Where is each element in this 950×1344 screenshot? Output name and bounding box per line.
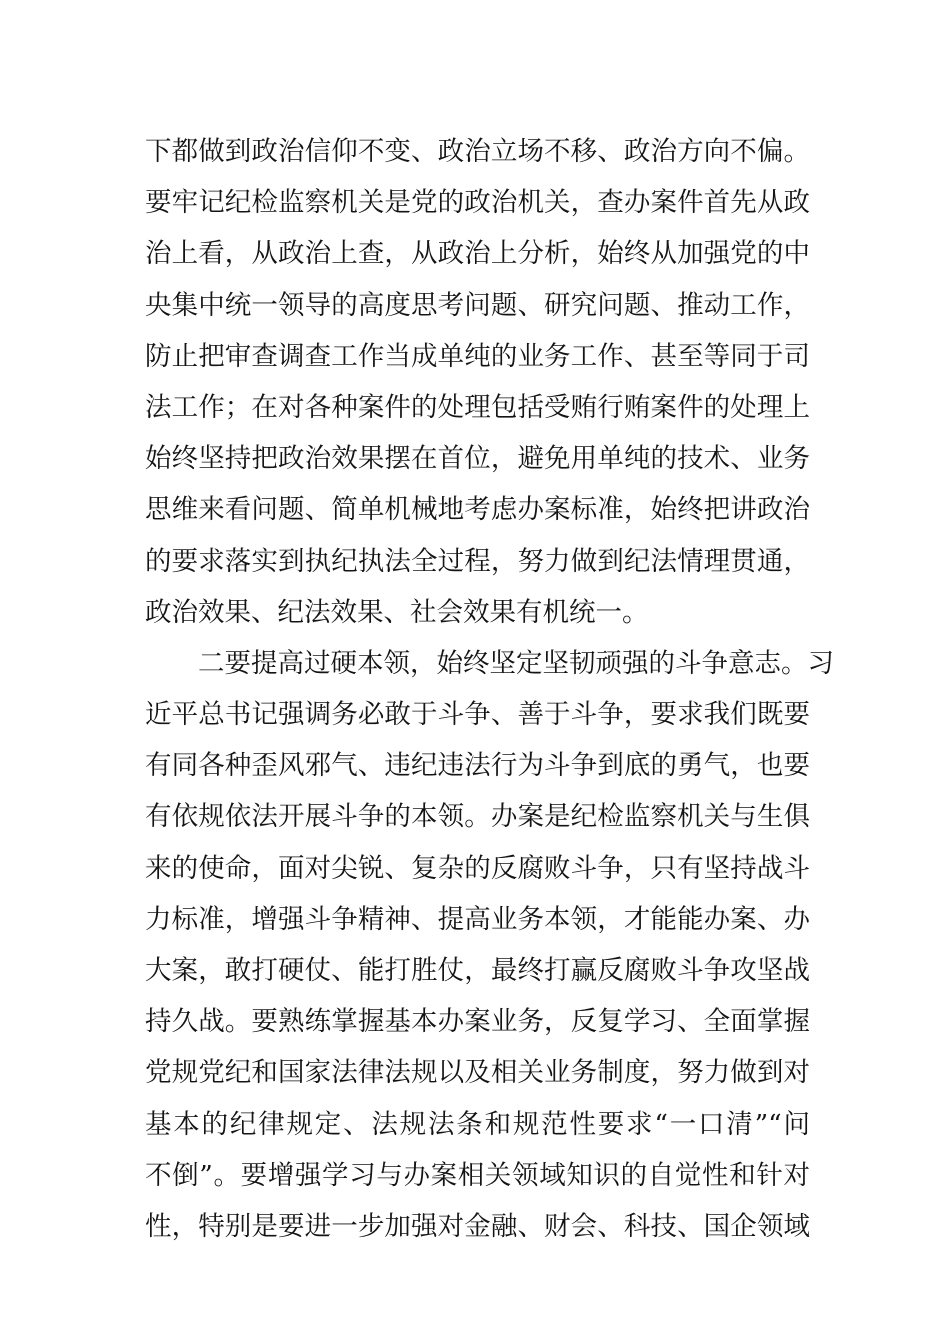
text-line: 大案，敢打硬仗、能打胜仗，最终打赢反腐败斗争攻坚战	[145, 955, 810, 986]
text-line: 力标准，增强斗争精神、提高业务本领，才能能办案、办	[145, 903, 810, 935]
text-line: 党规党纪和国家法律法规以及相关业务制度，努力做到对	[145, 1057, 810, 1089]
text-line: 来的使命，面对尖锐、复杂的反腐败斗争，只有坚持战斗	[145, 852, 810, 884]
text-line: 要牢记纪检监察机关是党的政治机关，查办案件首先从政	[145, 187, 810, 219]
text-line: 不倒”。要增强学习与办案相关领域知识的自觉性和针对	[145, 1159, 810, 1191]
paragraph-two	[145, 638, 834, 1252]
text-line: 近平总书记强调务必敢于斗争、善于斗争，要求我们既要	[145, 699, 810, 731]
text-line: 有同各种歪风邪气、违纪违法行为斗争到底的勇气，也要	[145, 750, 810, 782]
text-line: 的要求落实到执纪执法全过程，努力做到纪法情理贯通，	[145, 545, 810, 577]
text-line: 二要提高过硬本领，始终坚定坚韧顽强的斗争意志。习	[198, 647, 834, 679]
document-body	[145, 126, 834, 1252]
text-line: 有依规依法开展斗争的本领。办案是纪检监察机关与生俱	[145, 801, 810, 833]
text-line: 治上看，从政治上查，从政治上分析，始终从加强党的中	[145, 238, 810, 270]
text-line: 始终坚持把政治效果摆在首位，避免用单纯的技术、业务	[145, 443, 810, 475]
text-line: 思维来看问题、简单机械地考虑办案标准，始终把讲政治	[145, 494, 810, 526]
text-line: 下都做到政治信仰不变、政治立场不移、政治方向不偏。	[145, 136, 810, 167]
text-line: 持久战。要熟练掌握基本办案业务，反复学习、全面掌握	[145, 1006, 810, 1038]
text-line: 基本的纪律规定、法规法条和规范性要求“一口清”“问	[145, 1108, 810, 1140]
text-line: 法工作；在对各种案件的处理包括受贿行贿案件的处理上	[145, 391, 810, 423]
text-line: 央集中统一领导的高度思考问题、研究问题、推动工作，	[145, 289, 810, 321]
text-line: 政治效果、纪法效果、社会效果有机统一。	[145, 596, 649, 628]
text-line: 防止把审查调查工作当成单纯的业务工作、甚至等同于司	[145, 340, 810, 372]
text-line: 性，特别是要进一步加强对金融、财会、科技、国企领域	[145, 1210, 810, 1242]
paragraph-continued	[145, 126, 810, 638]
